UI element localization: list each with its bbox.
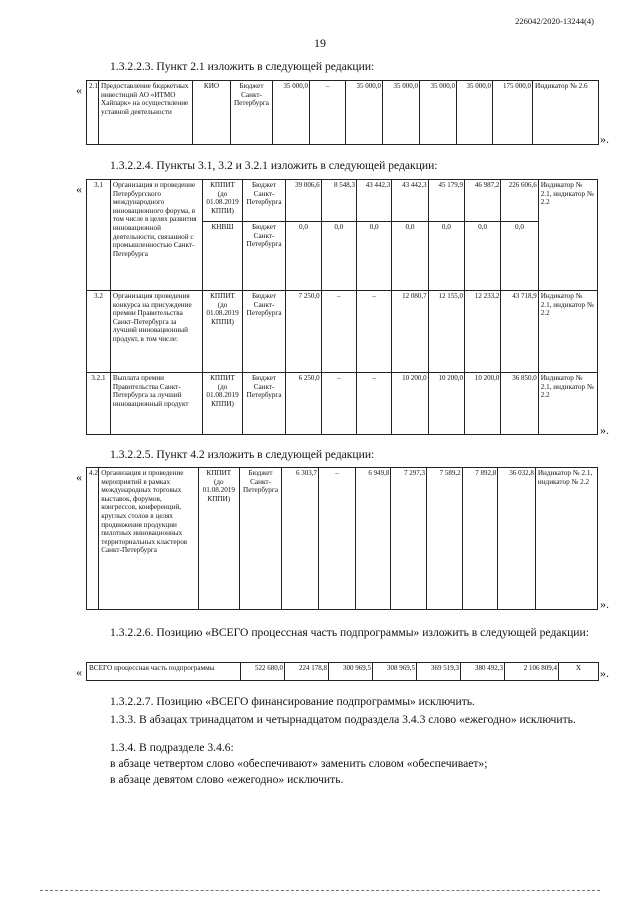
- open-quote: «: [76, 83, 82, 97]
- item-number: 2.1: [87, 81, 99, 145]
- open-quote: «: [76, 182, 82, 196]
- executor: КППИТ (до 01.08.2019 КППИ): [203, 291, 242, 373]
- paragraph-item-4: в абзаце четвертом слово «обеспечивают» заменить словом «обеспечивает»;: [110, 757, 488, 770]
- value-cell: –: [356, 291, 391, 373]
- value-cell: 0,0: [392, 222, 428, 291]
- total-cell: 36 032,8: [498, 468, 536, 610]
- item-number: 4.2: [87, 468, 99, 610]
- value-cell: 6 949,8: [355, 468, 391, 610]
- value-cell: 12 233,2: [464, 291, 500, 373]
- open-quote: «: [76, 665, 82, 679]
- item-number: 3.2: [87, 291, 111, 373]
- total-cell: 2 106 809,4: [505, 663, 559, 681]
- value-cell: –: [321, 291, 356, 373]
- funding-source: Бюджет Санкт-Петербурга: [242, 180, 286, 222]
- value-cell: 308 969,5: [373, 663, 417, 681]
- footer-divider: [40, 890, 600, 891]
- table-3: [86, 179, 598, 435]
- value-cell: 35 000,0: [346, 81, 383, 145]
- close-quote: ».: [600, 666, 609, 680]
- value-cell: 35 000,0: [383, 81, 420, 145]
- value-cell: 380 492,3: [461, 663, 505, 681]
- close-quote: ».: [600, 423, 609, 437]
- value-cell: –: [321, 373, 356, 435]
- value-cell: 12 155,0: [428, 291, 464, 373]
- total-cell: 43 718,9: [501, 291, 538, 373]
- paragraph-total-process: 1.3.2.2.6. Позицию «ВСЕГО процессная часть подпрограммы» изложить в следующей редакции:: [110, 626, 589, 639]
- value-cell: 6 303,7: [282, 468, 319, 610]
- item-name: Предоставление бюджетных инвестиций АО «ИТМО Хайпарк» на осуществление уставной деятельности: [99, 81, 193, 145]
- indicator: Индикатор № 2.1, индикатор № 2.2: [538, 180, 597, 291]
- value-cell: 522 680,0: [241, 663, 285, 681]
- indicator: Индикатор № 2.1, индикатор № 2.2: [538, 373, 597, 435]
- section-heading-4-2: 1.3.2.2.5. Пункт 4.2 изложить в следующей редакции:: [110, 448, 375, 461]
- indicator: Индикатор № 2.1, индикатор № 2.2: [538, 291, 597, 373]
- value-cell: 0,0: [321, 222, 356, 291]
- value-cell: –: [356, 373, 391, 435]
- value-cell: 369 519,3: [417, 663, 461, 681]
- item-name: Организация проведения конкурса на присуждение премии Правительства Санкт-Петербурга за лучший инновационный продукт, в том числе:: [110, 291, 202, 373]
- value-cell: 39 006,6: [286, 180, 321, 222]
- value-cell: 0,0: [428, 222, 464, 291]
- value-cell: 7 892,8: [462, 468, 498, 610]
- total-cell: 36 850,0: [501, 373, 538, 435]
- table-total: [86, 662, 599, 681]
- item-name: Выплата премии Правительства Санкт-Петербурга за лучший инновационный продукт: [110, 373, 202, 435]
- paragraph-1-3-2-2-7: 1.3.2.2.7. Позицию «ВСЕГО финансирование подпрограммы» исключить.: [110, 695, 475, 708]
- value-cell: 35 000,0: [420, 81, 457, 145]
- paragraph-item-9: в абзаце девятом слово «ежегодно» исключить.: [110, 773, 344, 786]
- value-cell: 0,0: [286, 222, 321, 291]
- value-cell: 7 589,2: [426, 468, 462, 610]
- value-cell: 45 179,9: [428, 180, 464, 222]
- executor: КИО: [193, 81, 231, 145]
- executor: КППИТ (до 01.08.2019 КППИ): [203, 180, 242, 222]
- table-row: [87, 81, 599, 145]
- paragraph-1-3-3: 1.3.3. В абзацах тринадцатом и четырнадцатом подраздела 3.4.3 слово «ежегодно» исключить.: [110, 713, 576, 726]
- total-cell: 175 000,0: [493, 81, 533, 145]
- indicator: Индикатор № 2.6: [533, 81, 599, 145]
- close-quote: ».: [600, 597, 609, 611]
- item-number: 3.1: [87, 180, 111, 291]
- table-row: [87, 291, 598, 373]
- item-name: Организация и проведение мероприятий в рамках международных торговых выставок, форумов, конгрессов, конференций, круглых столов в целях продвижения продукции пилотных инновационных территориальных кластеров Санкт-Петербурга: [99, 468, 199, 610]
- value-cell: 8 548,3: [321, 180, 356, 222]
- page-number: 19: [314, 36, 326, 50]
- funding-source: Бюджет Санкт-Петербурга: [239, 468, 282, 610]
- executor: КНВШ: [203, 222, 242, 291]
- value-cell: 10 200,0: [392, 373, 428, 435]
- total-label: ВСЕГО процессная часть подпрограммы: [87, 663, 241, 681]
- value-cell: 43 442,3: [356, 180, 391, 222]
- funding-source: Бюджет Санкт-Петербурга: [231, 81, 273, 145]
- value-cell: 12 080,7: [392, 291, 428, 373]
- value-cell: 7 250,0: [286, 291, 321, 373]
- value-cell: 0,0: [356, 222, 391, 291]
- executor: КППИТ (до 01.08.2019 КППИ): [203, 373, 242, 435]
- section-heading-2-1: 1.3.2.2.3. Пункт 2.1 изложить в следующей редакции:: [110, 60, 375, 73]
- open-quote: «: [76, 470, 82, 484]
- funding-source: Бюджет Санкт-Петербурга: [242, 373, 286, 435]
- item-name: Организация и проведение Петербургского международного инновационного форума, в том числе в целях развития инновационной деятельности, связанной с промышленностью Санкт-Петербурга: [110, 180, 202, 291]
- funding-source: Бюджет Санкт-Петербурга: [242, 291, 286, 373]
- executor: КППИТ (до 01.08.2019 КППИ): [198, 468, 239, 610]
- value-cell: 10 200,0: [464, 373, 500, 435]
- value-cell: 10 200,0: [428, 373, 464, 435]
- table-row: [87, 373, 598, 435]
- value-cell: 46 987,2: [464, 180, 500, 222]
- item-number: 3.2.1: [87, 373, 111, 435]
- value-cell: –: [319, 468, 356, 610]
- table-row: [87, 468, 598, 610]
- value-cell: 300 969,5: [329, 663, 373, 681]
- value-cell: 224 178,8: [285, 663, 329, 681]
- funding-source: Бюджет Санкт-Петербурга: [242, 222, 286, 291]
- value-cell: Х: [559, 663, 599, 681]
- table-row: [87, 663, 599, 681]
- value-cell: 6 250,0: [286, 373, 321, 435]
- value-cell: –: [310, 81, 346, 145]
- value-cell: 0,0: [464, 222, 500, 291]
- value-cell: 7 297,3: [391, 468, 427, 610]
- section-heading-3-1: 1.3.2.2.4. Пункты 3.1, 3.2 и 3.2.1 изложить в следующей редакции:: [110, 159, 438, 172]
- table-4-2: [86, 467, 598, 610]
- value-cell: 35 000,0: [273, 81, 310, 145]
- close-quote: ».: [600, 132, 609, 146]
- paragraph-1-3-4: 1.3.4. В подразделе 3.4.6:: [110, 741, 234, 754]
- table-row: [87, 180, 598, 222]
- indicator: Индикатор № 2.1, индикатор № 2.2: [535, 468, 597, 610]
- document-number: 226042/2020-13244(4): [515, 16, 594, 26]
- value-cell: 43 442,3: [392, 180, 428, 222]
- table-2-1: [86, 80, 599, 145]
- total-cell: 226 606,6: [501, 180, 538, 222]
- value-cell: 35 000,0: [457, 81, 493, 145]
- total-cell: 0,0: [501, 222, 538, 291]
